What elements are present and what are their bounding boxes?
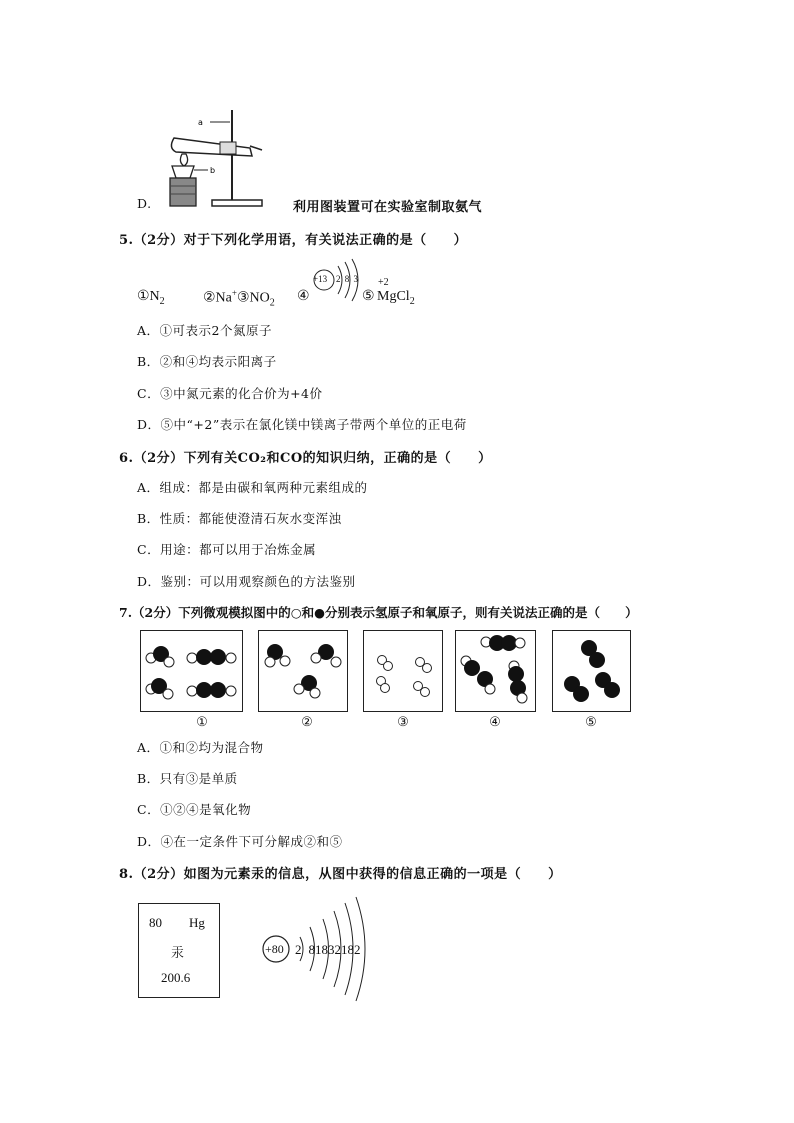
q7-option-b: B．只有③是单质 [137, 771, 238, 786]
particle-diagram-4 [456, 631, 535, 711]
q7-option-a: A．①和②均为混合物 [137, 740, 264, 755]
q5-option-b: B．②和④均表示阳离子 [137, 354, 277, 369]
symbol-3-sub: 2 [269, 297, 275, 309]
symbol-2-3 [203, 288, 275, 308]
q6-option-b: B．性质：都能使澄清石灰水变浑浊 [137, 511, 342, 526]
element-symbol: Hg [189, 915, 205, 930]
symbol-3-text: ③NO [236, 290, 270, 306]
shell-2: 8 [308, 942, 315, 957]
option-d-label: D. [137, 196, 152, 211]
particle-box-1 [140, 630, 243, 712]
symbol-5-charge: +2 [378, 277, 389, 288]
symbol-5-sub: 2 [409, 295, 415, 307]
shell-3: 18 [315, 942, 328, 957]
caption-2: ② [301, 715, 313, 730]
caption-5: ⑤ [585, 715, 597, 730]
symbol-5-formula [377, 289, 415, 307]
caption-1: ① [196, 715, 208, 730]
q7-option-c: C．①②④是氧化物 [137, 802, 252, 817]
question-8-stem: 8.（2分）如图为元素汞的信息，从图中获得的信息正确的一项是（ ） [119, 867, 562, 882]
atom-nucleus: +80 [265, 942, 284, 956]
particle-diagram-5 [553, 631, 630, 711]
symbol-2-text: ②Na [203, 290, 232, 306]
q6-option-d: D．鉴别：可以用观察颜色的方法鉴别 [137, 574, 356, 589]
q6-option-c: C．用途：都可以用于冶炼金属 [137, 542, 317, 557]
element-number: 80 [149, 915, 162, 930]
q5-option-c: C．③中氮元素的化合价为+4价 [137, 386, 323, 401]
particle-box-5 [552, 630, 631, 712]
q5-option-d: D．⑤中“+2”表示在氯化镁中镁离子带两个单位的正电荷 [137, 417, 467, 432]
symbol-2-sup: + [231, 288, 237, 298]
shell-5: 18 [341, 942, 354, 957]
q6-option-a: A．组成：都是由碳和氧两种元素组成的 [137, 480, 368, 495]
lab-apparatus-diagram [160, 108, 290, 208]
shell-1: 2 [295, 942, 302, 957]
particle-box-2 [258, 630, 348, 712]
atom-shells [295, 942, 361, 958]
question-7-stem: 7.（2分）下列微观模拟图中的○和●分别表示氢原子和氧原子，则有关说法正确的是（ ） [119, 605, 638, 620]
particle-diagram-2 [259, 631, 347, 711]
element-name: 汞 [171, 946, 185, 961]
symbol-5-formula-text: MgCl [377, 289, 410, 304]
question-5-stem: 5.（2分）对于下列化学用语，有关说法正确的是（ ） [119, 233, 468, 248]
caption-4: ④ [489, 715, 501, 730]
symbol-1-sub: 2 [159, 295, 165, 307]
symbol-1 [137, 288, 165, 307]
element-card [138, 903, 220, 998]
atom-shells-label: 2 8 3 [336, 274, 359, 284]
option-d-text: 利用图装置可在实验室制取氨气 [293, 200, 483, 215]
symbol-5: ⑤ [362, 288, 375, 304]
q5-option-a: A．①可表示2个氮原子 [137, 323, 272, 338]
symbol-1-text: ①N [137, 289, 160, 304]
shell-6: 2 [354, 942, 361, 957]
question-6-stem: 6.（2分）下列有关CO₂和CO的知识归纳，正确的是（ ） [119, 451, 492, 466]
shell-4: 32 [328, 942, 341, 957]
symbol-4: ④ [297, 288, 310, 304]
svg-text:b: b [210, 166, 216, 175]
element-mass: 200.6 [161, 970, 191, 985]
caption-3: ③ [397, 715, 409, 730]
particle-box-3 [363, 630, 443, 712]
svg-text:a: a [198, 118, 203, 127]
particle-diagram-1 [141, 631, 242, 711]
particle-diagram-3 [364, 631, 442, 711]
q7-option-d: D．④在一定条件下可分解成②和⑤ [137, 834, 343, 849]
atom-nucleus-label: +13 [313, 274, 328, 284]
particle-box-4 [455, 630, 536, 712]
